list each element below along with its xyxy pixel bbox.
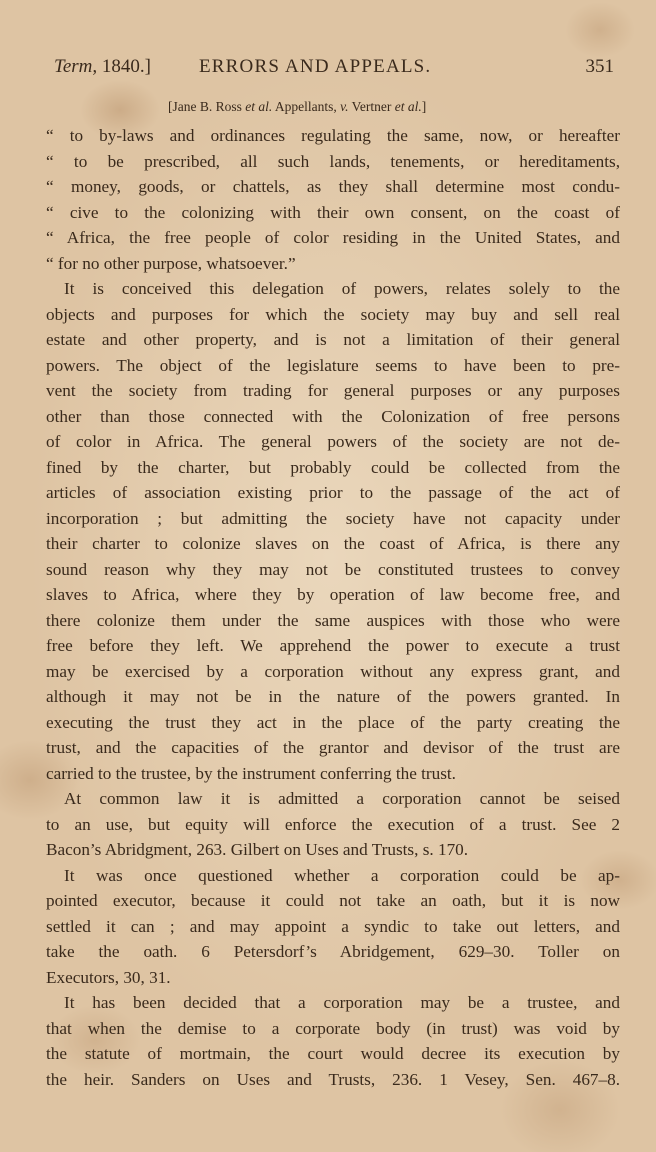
- text-line: “ Africa, the free people of color residing in the United States, and: [46, 228, 620, 247]
- text-line: sound reason why they may not be constituted trustees to convey: [46, 559, 620, 579]
- term-label: Term, 1840.]: [54, 56, 151, 77]
- text-line: other than those connected with the Colonization of free persons: [46, 406, 620, 426]
- text-line: Executors, 30, 31.: [46, 967, 171, 987]
- body-text: [46, 123, 620, 1092]
- text-line: powers. The object of the legislature seems to have been to pre-: [46, 355, 620, 375]
- text-line: the statute of mortmain, the court would decree its execution by: [46, 1044, 620, 1063]
- text-line: fined by the charter, but probably could be collected from the: [46, 457, 620, 477]
- text-line: “ cive to the colonizing with their own consent, on the coast of: [46, 202, 620, 222]
- text-line: It has been decided that a corporation may be a trustee, and: [64, 993, 620, 1012]
- text-line: although it may not be in the nature of the powers granted. In: [46, 687, 620, 706]
- text-line: It is conceived this delegation of powers, relates solely to the: [64, 279, 620, 298]
- text-line: that when the demise to a corporate body (in trust) was void by: [46, 1018, 620, 1038]
- text-line: of color in Africa. The general powers of the society are not de-: [46, 432, 620, 451]
- text-line: carried to the trustee, by the instrument conferring the trust.: [46, 763, 456, 783]
- text-line: pointed executor, because it could not take an oath, but it is now: [46, 891, 620, 910]
- running-header: [54, 56, 614, 86]
- text-line: there colonize them under the same auspices with those who were: [46, 610, 620, 630]
- text-line: may be exercised by a corporation without any express grant, and: [46, 661, 620, 681]
- text-line: articles of association existing prior to the passage of the act of: [46, 483, 620, 502]
- text-line: their charter to colonize slaves on the coast of Africa, is there any: [46, 534, 620, 553]
- text-line: estate and other property, and is not a limitation of their general: [46, 330, 620, 349]
- text-line: executing the trust they act in the place of the party creating the: [46, 712, 620, 732]
- text-line: free before they left. We apprehend the power to execute a trust: [46, 636, 620, 655]
- running-title: ERRORS AND APPEALS.: [199, 56, 432, 77]
- text-line: At common law it is admitted a corporation cannot be seised: [64, 789, 620, 808]
- text-line: trust, and the capacities of the grantor and devisor of the trust are: [46, 738, 620, 757]
- text-line: vent the society from trading for general purposes or any purposes: [46, 381, 620, 400]
- page-number: 351: [585, 56, 614, 77]
- text-line: the heir. Sanders on Uses and Trusts, 236. 1 Vesey, Sen. 467–8.: [46, 1069, 620, 1089]
- text-line: “ for no other purpose, whatsoever.”: [46, 253, 296, 273]
- case-caption: [Jane B. Ross et al. Appellants, v. Vertner et al.]: [168, 99, 427, 114]
- text-line: “ to by-laws and ordinances regulating the same, now, or hereafter: [46, 126, 620, 145]
- text-line: incorporation ; but admitting the society have not capacity under: [46, 508, 620, 528]
- text-line: to an use, but equity will enforce the execution of a trust. See 2: [46, 814, 620, 834]
- text-line: settled it can ; and may appoint a syndic to take out letters, and: [46, 916, 620, 936]
- text-line: objects and purposes for which the society may buy and sell real: [46, 304, 620, 324]
- text-line: It was once questioned whether a corporation could be ap-: [64, 865, 620, 885]
- text-line: slaves to Africa, where they by operation of law become free, and: [46, 585, 620, 604]
- text-line: Bacon’s Abridgment, 263. Gilbert on Uses and Trusts, s. 170.: [46, 840, 469, 859]
- text-line: “ to be prescribed, all such lands, tenements, or hereditaments,: [46, 151, 620, 171]
- text-line: take the oath. 6 Petersdorf’s Abridgement, 629–30. Toller on: [46, 942, 620, 961]
- text-line: “ money, goods, or chattels, as they shall determine most condu-: [46, 177, 620, 196]
